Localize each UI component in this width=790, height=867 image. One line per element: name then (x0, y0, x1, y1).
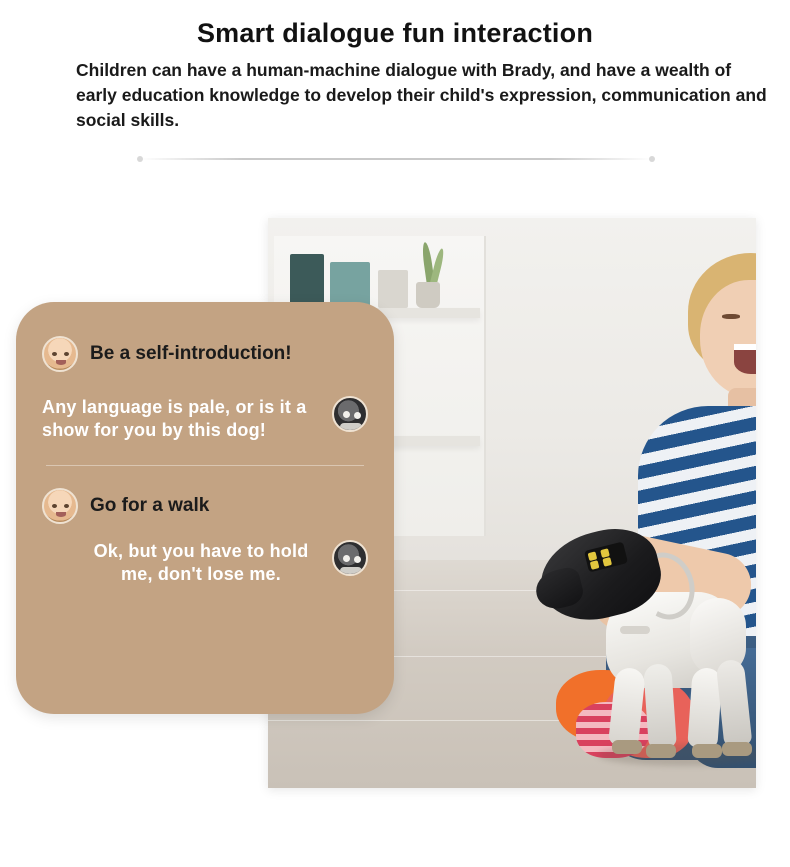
dog-avatar-icon (332, 540, 368, 576)
photo-box-dark (290, 254, 324, 308)
chat-message-child-2 (42, 488, 368, 524)
chat-text: Any language is pale, or is it a show for you by this dog! (42, 397, 307, 441)
robot-leg-front-right (643, 663, 677, 749)
robot-leg-front-left (608, 667, 646, 748)
chat-divider (46, 465, 364, 466)
chat-message-dog-2 (42, 540, 368, 587)
child-avatar-icon (42, 488, 78, 524)
robot-paw (692, 744, 722, 758)
robot-dog (520, 518, 750, 778)
chat-text: Go for a walk (90, 494, 210, 516)
section-divider (140, 158, 652, 160)
chat-message-dog-1 (42, 396, 368, 443)
robot-paw (646, 744, 676, 758)
chat-text: Ok, but you have to hold me, don't lose me. (93, 540, 309, 585)
dog-avatar-icon (332, 396, 368, 432)
chat-message-child-1 (42, 336, 368, 372)
child-mouth (734, 344, 756, 374)
page-description: Children can have a human-machine dialogue with Brady, and have a wealth of early education knowledge to develop their child's expression, communication and social skills. (76, 60, 767, 131)
child-avatar-icon (42, 336, 78, 372)
child-eye-left (722, 314, 740, 319)
robot-body-seam (620, 626, 650, 634)
robot-paw (722, 742, 752, 756)
dialogue-panel (16, 302, 394, 714)
page-title: Smart dialogue fun interaction (196, 18, 594, 48)
robot-leg-back-right (716, 659, 753, 747)
robot-paw (612, 740, 642, 754)
chat-text: Be a self-introduction! (90, 343, 292, 364)
